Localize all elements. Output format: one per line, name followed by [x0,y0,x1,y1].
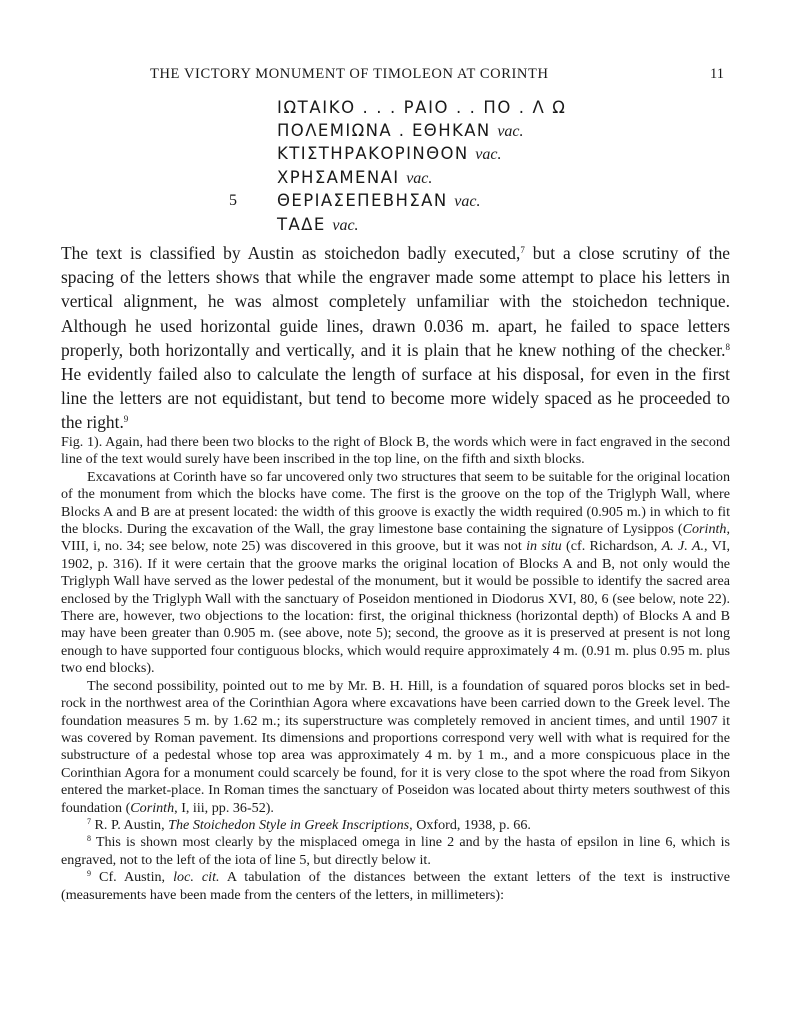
inscription-line-5 [226,190,566,214]
text-run: R. P. Austin, [91,816,169,833]
footnote-ref-8[interactable]: 8 [725,341,730,352]
text-run: Cf. Austin, [91,869,174,886]
text-run: , VI, 1902, p. 316). If it were certain that the groove marks the original location of Blocks A and B, not only would the Triglyph Wall have served as the lower pedestal of the monument, but it would be possible to identify the sacred area enclosed by the Triglyph Wall with the sanctuary of Poseidon mentioned in Diodorus XVI, 80, 6 (see below, note 22). There are, however, two objections to the location: first, the original thickness (horizontal depth) of Blocks A and B may have been greater than 0.905 m. (see above, note 5); second, the groove as it is preserved at present is not long enough to have supported four contiguous blocks, which would require approximately 4 m. (0.91 m. plus 0.95 m. plus two end blocks). [61,538,730,677]
inscription-text: ΙΩΤΑΙΚΟ . . . ΡΑΙΟ . . ΠΟ . Λ Ω [277,98,567,117]
text-run: , I, iii, pp. 36-52). [174,799,274,816]
second-possibility-paragraph [61,678,730,817]
footnote-number: 7 [87,816,91,826]
text-run: This is shown most clearly by the misplaced omega in line 2 and by the hasta of epsilon in line 6, which is engraved, not to the left of the iota of line 5, but directly below it. [61,834,730,868]
text-run: , Oxford, 1938, p. 66. [409,816,531,833]
inscription-line-3 [226,143,566,167]
citation-corinth: Corinth [130,799,175,816]
inscription-block [226,97,566,238]
inscription-line-1 [226,97,566,120]
vacat-mark: vac. [332,216,359,234]
footnote-9 [61,869,730,904]
continued-paragraph: Fig. 1). Again, had there been two blocks to the right of Block B, the words which were in fact engraved in the second line of the text would surely have been inscribed in the top line, on the fifth and sixth blocks. [61,434,730,468]
inscription-text: ΧΡΗΣΑΜΕΝΑΙ [277,167,400,187]
main-text-part-1: The text is classified by Austin as stoichedon badly executed, [61,243,521,263]
small-print-body [61,434,730,904]
footnote-8 [61,834,730,869]
inscription-text: ΘΕΡΙΑΣΕΠΕΒΗΣΑΝ [277,191,448,211]
running-title: THE VICTORY MONUMENT OF TIMOLEON AT CORINTH [150,66,549,82]
term-loc-cit: loc. cit. [173,869,220,886]
term-in-situ: in situ [526,538,562,555]
footnote-7 [61,817,730,834]
inscription-line-2 [226,120,566,144]
footnote-number: 9 [87,869,91,879]
excavations-paragraph [61,469,730,678]
book-title: The Stoichedon Style in Greek Inscriptions [168,816,410,833]
footnote-number: 8 [87,834,91,844]
text-run: A tabulation of the distances between the extant letters of the text is instructive (measurements have been made from the centers of the letters, in millimeters): [61,869,730,903]
main-text-part-3: He evidently failed also to calculate the length of surface at his disposal, for even in the first line the letters are not equidistant, but tend to become more widely spaced as he proceeded to the right. [61,364,730,433]
inscription-text: ΠΟΛΕΜΙΩΝΑ . ΕΘΗΚΑΝ [277,120,491,140]
footnote-ref-9[interactable]: 9 [123,414,129,425]
text-run: , VIII, i, no. 34; see below, note 25) was discovered in this groove, but it was not [61,521,730,555]
vacat-mark: vac. [497,122,524,140]
text-run: The second possibility, pointed out to me by Mr. B. H. Hill, is a foundation of squared poros blocks set in bed-rock in the northwest area of the Corinthian Agora where excavations have been carried down to the Greek level. The foundation measures 5 m. by 1.62 m.; its superstructure was completely removed in ancient times, and until 1907 it was covered by Roman pavement. Its dimensions and proportions correspond very well with what is required for the substructure of a pedestal whose top area was approximately 4 m. by 1 m., and a more conspicuous place in the Corinthian Agora for a monument could scarcely be found, for it is very close to the spot where the road from Sikyon entered the market-place. In Roman times the sanctuary of Poseidon was located about thirty meters southwest of this foundation ( [61,677,730,816]
vacat-mark: vac. [406,169,433,187]
inscription-line-4 [226,167,566,191]
text-run: (cf. Richardson, [561,538,662,555]
citation-corinth: Corinth [682,521,727,538]
main-paragraph [61,241,730,435]
inscription-text: ΚΤΙΣΤΗΡΑΚΟΡΙΝΘΟΝ [277,144,469,164]
main-text-part-2: but a close scrutiny of the spacing of the letters shows that while the engraver made some attempt to place his letters in vertical alignment, he was almost completely unfamiliar with the stoichedon technique. Although he used horizontal guide lines, drawn 0.036 m. apart, he failed to space letters properly, both horizontally and vertically, and it is plain that he knew nothing of the checker. [61,243,730,360]
vacat-mark: vac. [475,146,502,164]
page-number: 11 [710,66,724,82]
vacat-mark: vac. [454,193,481,211]
inscription-text: ΤΑΔΕ [277,214,326,234]
line-number: 5 [229,192,237,210]
text-run: Excavations at Corinth have so far uncovered only two structures that seem to be suitable for the original location of the monument from which the blocks have come. The first is the groove on the top of the Triglyph Wall, where Blocks A and B are at present located: the width of this groove is exactly the width required (0.905 m.) in which to fit the blocks. During the excavation of the Wall, the gray limestone base containing the signature of Lysippos ( [61,468,730,538]
citation-aja: A. J. A. [661,538,705,555]
footnote-ref-7[interactable]: 7 [520,245,525,255]
inscription-line-6 [226,214,566,238]
